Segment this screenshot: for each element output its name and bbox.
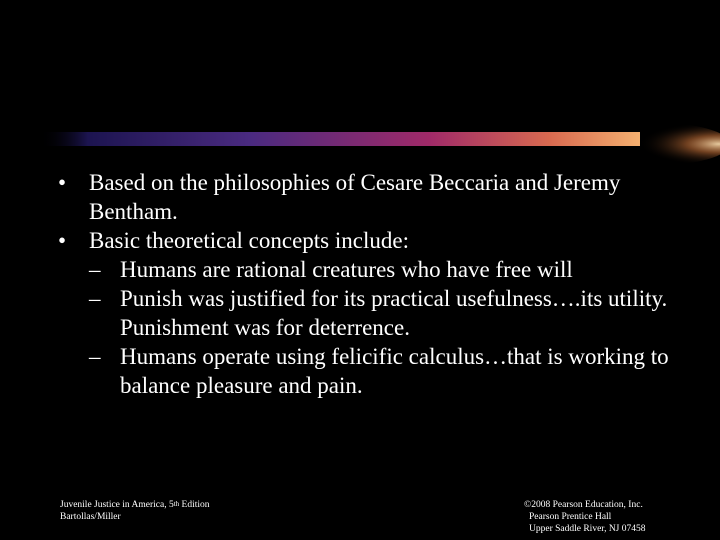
sub-bullet-marker: – [89, 257, 101, 282]
bullet-marker: • [58, 170, 67, 195]
footer-copyright: ©2008 Pearson Education, Inc. [524, 500, 643, 510]
slide-body [58, 168, 698, 400]
decorative-swoosh [40, 124, 720, 164]
bullet-text: Based on the philosophies of Cesare Beccaria and Jeremy Bentham. [89, 170, 621, 224]
footer-book-title: Juvenile Justice in America, 5th Edition [60, 500, 210, 510]
sub-bullet-text: Humans operate using felicific calculus…that is working to balance pleasure and pain. [120, 344, 669, 398]
sub-bullet-text: Humans are rational creatures who have free will [120, 257, 573, 282]
bullet-marker: • [58, 228, 67, 253]
bullet-text: Basic theoretical concepts include: [89, 228, 409, 253]
bullet-item [58, 226, 698, 255]
footer-left [60, 499, 210, 523]
sub-bullet-marker: – [89, 286, 101, 311]
bullet-item [58, 168, 698, 226]
sub-bullet-item [58, 255, 698, 284]
footer-right [524, 499, 646, 535]
footer-authors: Bartollas/Miller [60, 512, 121, 522]
sub-bullet-item [58, 342, 698, 400]
footer-address: Upper Saddle River, NJ 07458 [529, 524, 646, 534]
sub-bullet-marker: – [89, 344, 101, 369]
sub-bullet-item [58, 284, 698, 342]
footer-publisher: Pearson Prentice Hall [529, 512, 612, 522]
sub-bullet-text: Punish was justified for its practical usefulness….its utility. Punishment was for deterrence. [120, 286, 685, 340]
